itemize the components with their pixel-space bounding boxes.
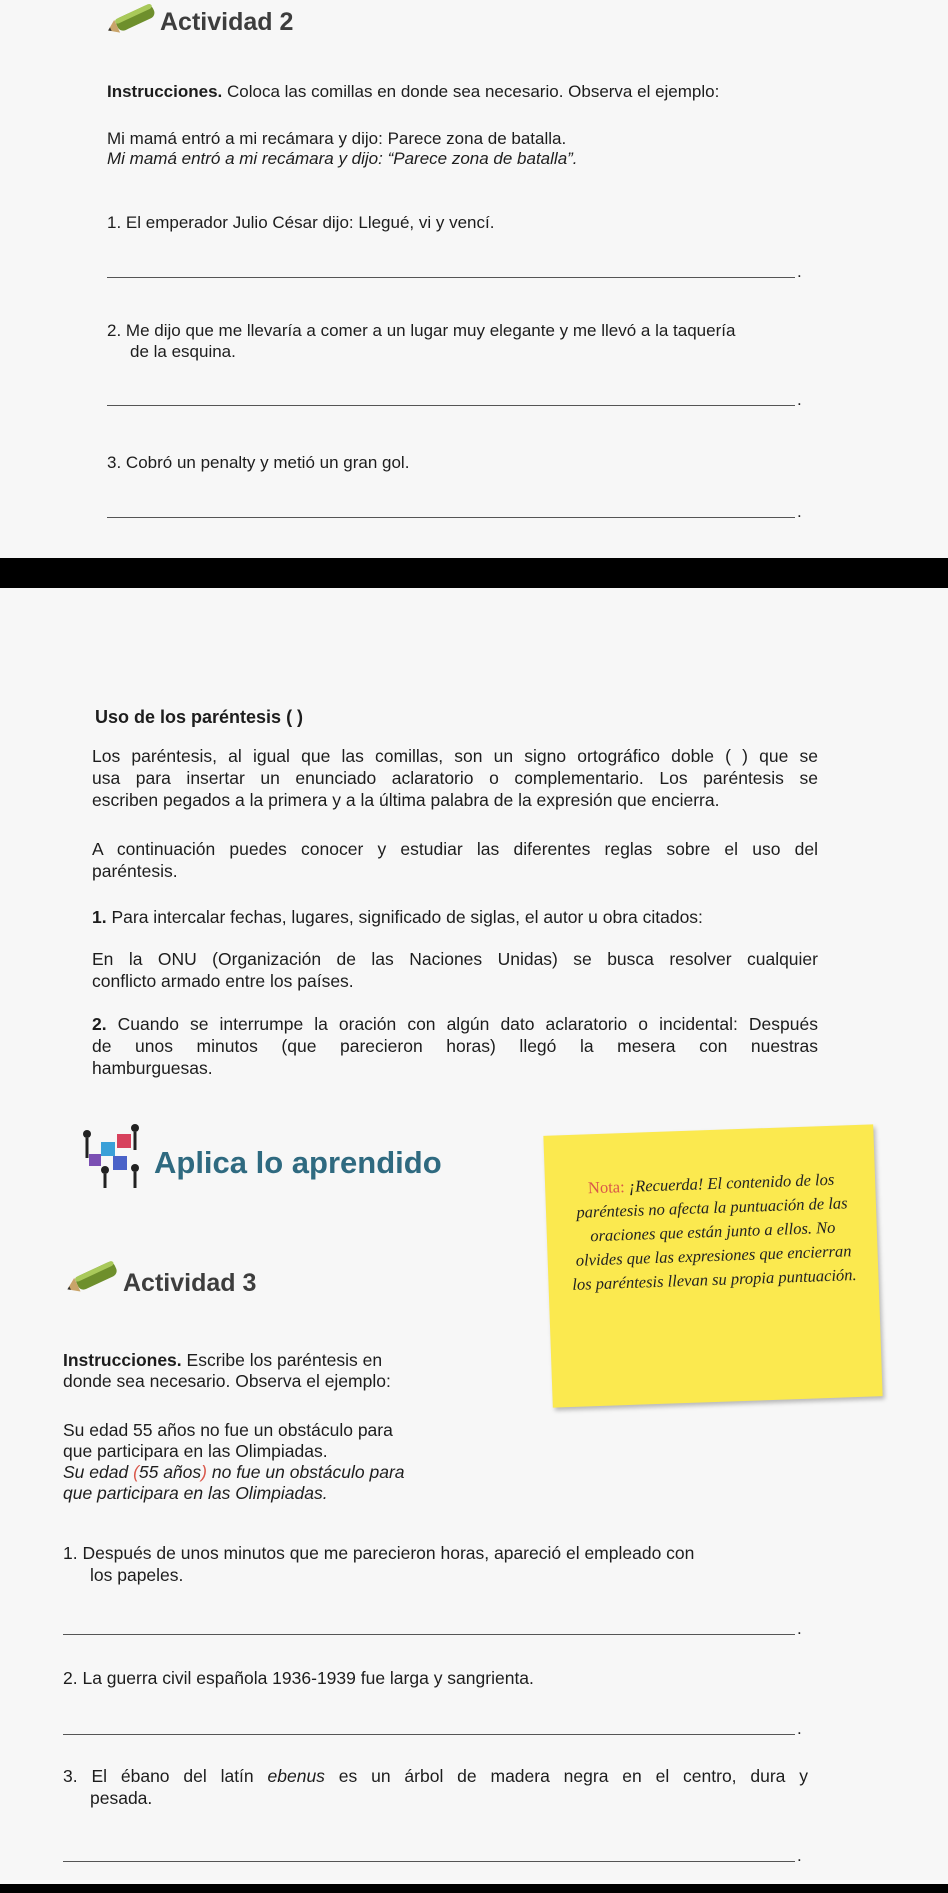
act2-example-plain: Mi mamá entró a mi recámara y dijo: Parece zona de batalla. — [107, 129, 567, 148]
pencil-icon — [104, 0, 162, 40]
sticky-note — [543, 1124, 882, 1407]
rule-1: 1. Para intercalar fechas, lugares, significado de siglas, el autor u obra citados: — [92, 907, 703, 927]
answer-dot-6: . — [797, 1846, 802, 1865]
answer-dot-4: . — [797, 1619, 802, 1638]
act3-instructions: Instrucciones. Escribe los paréntesis en donde sea necesario. Observa el ejemplo: — [63, 1350, 391, 1391]
page-divider-bar — [0, 558, 948, 588]
uso-paragraph-1: Los paréntesis, al igual que las comillas, son un signo ortográfico doble ( ) que se usa para insertar un enunciado aclaratorio o complementario. Los paréntesis se escriben pegados a la primera y a la última palabra de la expresión que encierra. — [92, 746, 818, 810]
act2-instructions — [107, 81, 719, 102]
bottom-bar — [0, 1884, 948, 1893]
note-text — [565, 1167, 861, 1297]
act3-example-answer: Su edad (55 años) no fue un obstáculo para que participara en las Olimpiadas. — [63, 1462, 405, 1503]
act3-example-plain: Su edad 55 años no fue un obstáculo para que participara en las Olimpiadas. — [63, 1420, 393, 1461]
act2-example-answer: Mi mamá entró a mi recámara y dijo: “Parece zona de batalla”. — [107, 149, 578, 168]
answer-line-1[interactable] — [107, 277, 795, 278]
answer-line-4[interactable] — [63, 1634, 795, 1635]
answer-line-5[interactable] — [63, 1734, 795, 1735]
rule-1-example: En la ONU (Organización de las Naciones Unidas) se busca resolver cualquier conflicto armado entre los países. — [92, 949, 818, 991]
answer-line-6[interactable] — [63, 1861, 795, 1862]
pencil-icon — [62, 1256, 124, 1300]
uso-title: Uso de los paréntesis ( ) — [95, 707, 304, 727]
rule-2: 2. Cuando se interrumpe la oración con algún dato aclaratorio o incidental: Después de unos minutos (que parecieron horas) llegó la mesera con nuestras hamburguesas. — [92, 1014, 818, 1078]
act2-item-2-cont: de la esquina. — [130, 342, 236, 361]
answer-line-2[interactable] — [107, 405, 795, 406]
act3-item-1: 1. Después de unos minutos que me parecieron horas, apareció el empleado con los papeles. — [63, 1543, 695, 1585]
act2-item-2: 2. Me dijo que me llevaría a comer a un lugar muy elegante y me llevó a la taquería — [107, 321, 736, 340]
act2-instr-label: Instrucciones. — [107, 82, 223, 101]
answer-dot-3: . — [797, 502, 802, 521]
aplica-title: Aplica lo aprendido — [154, 1145, 442, 1180]
act2-item-3: 3. Cobró un penalty y metió un gran gol. — [107, 453, 410, 472]
act3-item-2: 2. La guerra civil española 1936-1939 fue larga y sangrienta. — [63, 1668, 534, 1688]
act2-instr-text: Coloca las comillas en donde sea necesario. Observa el ejemplo: — [227, 82, 720, 101]
answer-dot-5: . — [797, 1719, 802, 1738]
teamwork-icon — [73, 1120, 153, 1190]
act3-title: Actividad 3 — [123, 1269, 257, 1297]
answer-dot-2: . — [797, 390, 802, 409]
act2-item-1: 1. El emperador Julio César dijo: Llegué, vi y vencí. — [107, 213, 495, 232]
uso-paragraph-2: A continuación puedes conocer y estudiar las diferentes reglas sobre el uso del paréntesis. — [92, 839, 818, 881]
note-body: ¡Recuerda! El contenido de los paréntesis no afecta la puntuación de las oraciones que están junto a ellos. No olvides que las expresiones que encierran los paréntesis llevan su propia puntuación. — [571, 1169, 857, 1294]
act3-item-3: 3. El ébano del latín ebenus es un árbol de madera negra en el centro, dura y pesada. — [63, 1766, 809, 1808]
answer-dot-1: . — [797, 262, 802, 281]
answer-line-3[interactable] — [107, 517, 795, 518]
act2-title: Actividad 2 — [160, 8, 294, 36]
note-label: Nota: — [587, 1177, 625, 1198]
